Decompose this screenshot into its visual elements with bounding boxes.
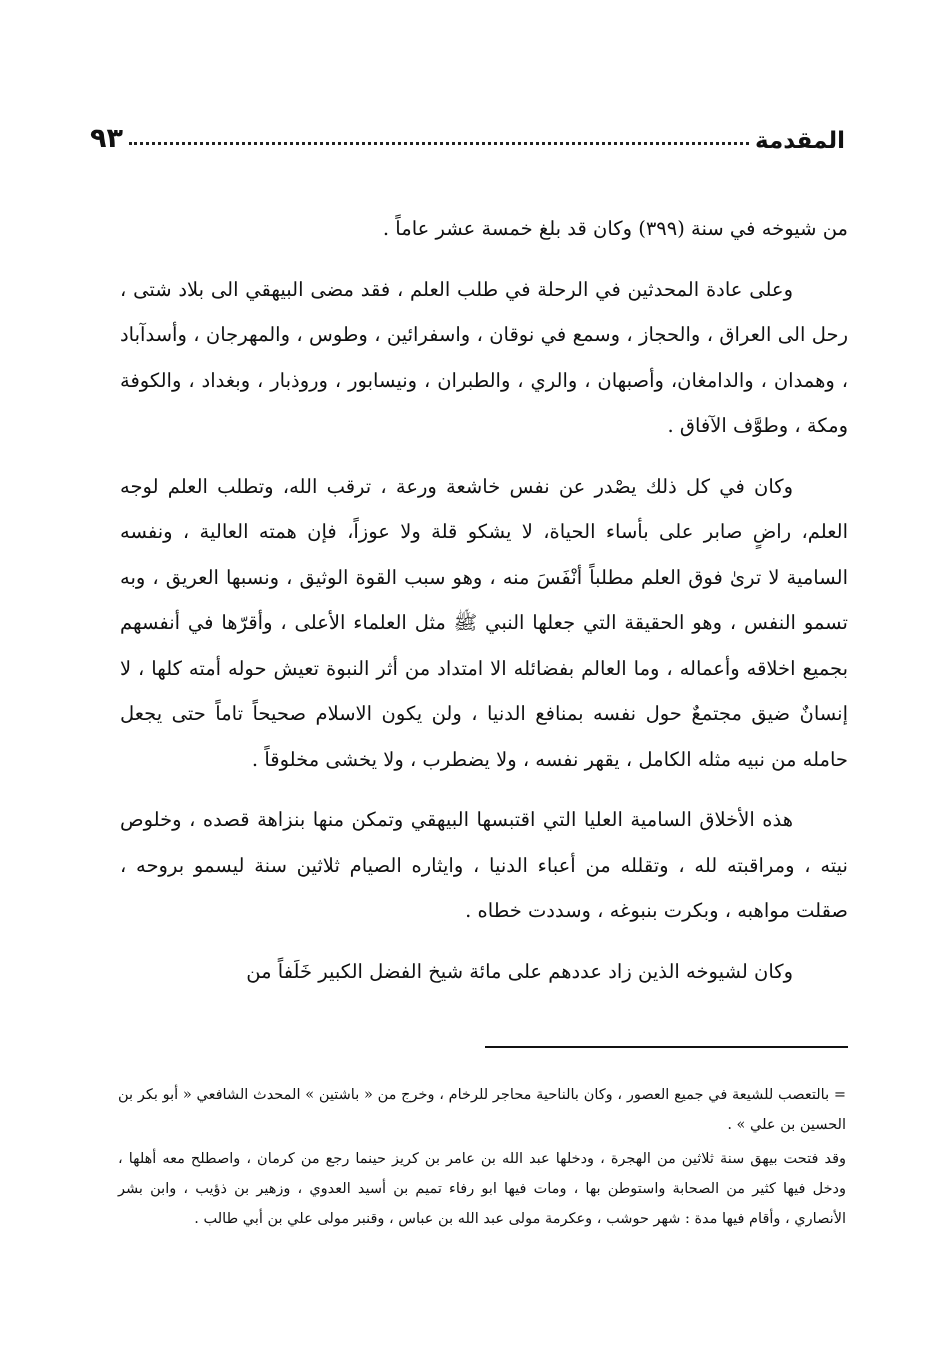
running-title: المقدمة bbox=[755, 128, 845, 154]
footnotes bbox=[118, 1080, 846, 1238]
paragraph-character: وكان في كل ذلك يصْدر عن نفس خاشعة ورعة ، ترقب الله، وتطلب العلم لوجه العلم، راضٍ صابر على بأساء الحياة، لا يشكو قلة ولا عوزاً، فإن همته العالية ، ونفسه السامية لا ترىٰ فوق العلم مطلباً أنْفَسَ منه ، وهو سبب القوة الوثيق ، ونسبها العريق ، وبه تسمو النفس ، وهو الحقيقة التي جعلها النبي ﷺ مثل العلماء الأعلى ، وأقرّها في أنفسهم بجميع اخلاقه وأعماله ، وما العالم بفضائله الا امتداد من أثر النبوة تعيش حوله أمته كلها ، لا إنسانٌ ضيق مجتمعٌ حول نفسه بمنافع الدنيا ، ولن يكون الاسلام صحيحاً تاماً حتى يجعل حامله من نبيه مثله الكامل ، يقهر نفسه ، ولا يضطرب ، ولا يخشى مخلوقاً . bbox=[120, 474, 848, 771]
dotted-leader bbox=[129, 142, 749, 145]
page-number: ٩٣ bbox=[90, 123, 123, 154]
paragraph-teachers: وكان لشيوخه الذين زاد عددهم على مائة شيخ الفضل الكبير خَلَفاً من bbox=[246, 959, 793, 983]
running-header bbox=[90, 114, 845, 154]
paragraph-travels: وعلى عادة المحدثين في الرحلة في طلب العلم ، فقد مضى البيهقي الى بلاد شتى ، رحل الى العراق ، والحجاز ، وسمع في نوقان ، واسفرائين ، وطوس ، والمهرجان ، وأسدآباد ، وهمدان ، والدامغان، وأصبهان ، والري ، والطبران ، ونيسابور ، وروذبار ، وبغداد ، والكوفة ومكة ، وطوَّف الآفاق . bbox=[120, 277, 848, 437]
footnote-continuation: = بالتعصب للشيعة في جميع العصور ، وكان بالناحية محاجر للرخام ، وخرج من « باشتين » المحدث الشافعي « أبو بكر بن الحسين بن علي » . bbox=[118, 1087, 846, 1133]
main-text bbox=[120, 206, 848, 994]
footnote-separator bbox=[485, 1046, 848, 1048]
paragraph-morals: هذه الأخلاق السامية العليا التي اقتبسها البيهقي وتمكن منها بنزاهة قصده ، وخلوص نيته ، ومراقبته لله ، وتقلله من أعباء الدنيا ، وايثاره الصيام ثلاثين سنة ليسمو بروحه ، صقلت مواهبه ، وبكرت بنبوغه ، وسددت خطاه . bbox=[120, 808, 848, 922]
paragraph-continuation: من شيوخه في سنة (٣٩٩) وكان قد بلغ خمسة عشر عاماً . bbox=[382, 217, 848, 240]
footnote-bayhaq-history: وقد فتحت بيهق سنة ثلاثين من الهجرة ، ودخلها عبد الله بن عامر بن كريز حينما رجع من كرمان ، واصطلح معه أهلها ، ودخل فيها كثير من الصحابة واستوطن بها ، ومات فيها ابو رفاء تميم بن أسيد العدوي ، وزهير بن ذؤيب ، وابن بشر الأنصاري ، وأقام فيها مدة : شهر حوشب ، وعكرمة مولى عبد الله بن عباس ، وقنبر مولى علي بن أبي طالب . bbox=[118, 1151, 846, 1227]
